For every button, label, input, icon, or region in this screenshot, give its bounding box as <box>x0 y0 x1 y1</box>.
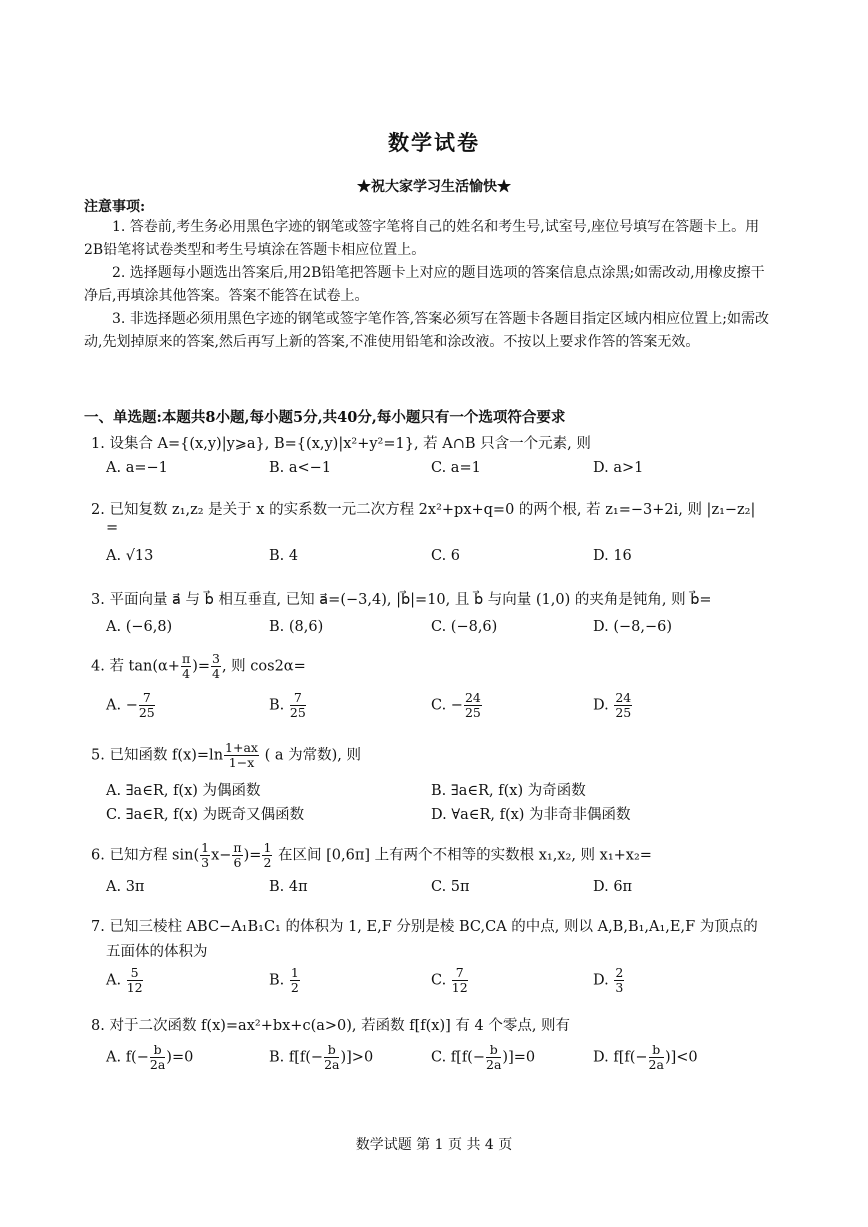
q1-option-d: D. a>1 <box>593 460 644 476</box>
page-footer: 数学试题 第 1 页 共 4 页 <box>355 1137 513 1153</box>
question-7-stem-cont: 五面体的体积为 <box>106 944 208 960</box>
q2-option-d: D. 16 <box>593 548 632 564</box>
notice-item-2: 2. 选择题每小题选出答案后,用2B铅笔把答题卡上对应的题目选项的答案信息点涂黑;如需改动,用橡皮擦干净后,再填涂其他答案。答案不能答在试卷上。 <box>84 265 765 304</box>
q7-option-c: C. $\frac{7}{12}$ <box>431 965 468 995</box>
q8-option-d: D. f[f(− $\frac{b}{2a}$ )]<0 <box>593 1042 698 1072</box>
q3-option-b: B. (8,6) <box>269 619 324 635</box>
q8-option-a: A. f(− $\frac{b}{2a}$ )=0 <box>106 1042 194 1072</box>
q8-option-b: B. f[f(− $\frac{b}{2a}$ )]>0 <box>269 1042 374 1072</box>
question-6-stem <box>91 842 652 869</box>
question-1-stem: 1. 设集合 A={(x,y)|y⩾a}, B={(x,y)|x²+y²=1}, 若 A∩B 只含一个元素, 则 <box>91 436 591 452</box>
q4-text-b: )= <box>192 658 210 675</box>
question-5-stem <box>91 742 361 769</box>
q6-frac-1-3: $\frac{1}{3}$ <box>201 840 210 870</box>
question-8-stem: 8. 对于二次函数 f(x)=ax²+bx+c(a>0), 若函数 f[f(x)] 有 4 个零点, 则有 <box>91 1018 571 1034</box>
q1-option-a: A. a=−1 <box>106 460 168 476</box>
q1-option-c: C. a=1 <box>431 460 481 476</box>
q5-frac: $\frac{1+ax}{1-x}$ <box>225 740 258 770</box>
q8-option-c: C. f[f(− $\frac{b}{2a}$ )]=0 <box>431 1042 536 1072</box>
q3-option-d: D. (−8,−6) <box>593 619 672 635</box>
q7-option-a: A. $\frac{5}{12}$ <box>106 965 143 995</box>
q5-text-b: ( a 为常数), 则 <box>259 747 361 764</box>
q2-option-c: C. 6 <box>431 548 461 564</box>
question-2-stem: 2. 已知复数 z₁,z₂ 是关于 x 的实系数一元二次方程 2x²+px+q=0 的两个根, 若 z₁=−3+2i, 则 |z₁−z₂| <box>91 502 756 518</box>
q4-frac-3-4: $\frac{3}{4}$ <box>212 651 220 681</box>
section-title: 一、单选题:本题共8小题,每小题5分,共40分,每小题只有一个选项符合要求 <box>84 409 566 426</box>
motto: ★祝大家学习生活愉快★ <box>357 179 511 195</box>
q7-option-b: B. $\frac{1}{2}$ <box>269 965 299 995</box>
q6-frac-1-2: $\frac{1}{2}$ <box>263 840 272 870</box>
q2-option-b: B. 4 <box>269 548 299 564</box>
q6-option-c: C. 5π <box>431 879 470 895</box>
q6-text-b: )= <box>243 847 262 864</box>
q3-option-a: A. (−6,8) <box>106 619 173 635</box>
q1-option-b: B. a<−1 <box>269 460 332 476</box>
q4-option-d: D. $\frac{24}{25}$ <box>593 690 632 720</box>
q6-text-a: 6. 已知方程 sin( <box>91 847 200 864</box>
q5-option-c: C. ∃a∈R, f(x) 为既奇又偶函数 <box>106 807 305 823</box>
notice-heading: 注意事项: <box>84 199 146 215</box>
q6-text-mid: x− <box>211 847 232 864</box>
question-4-stem <box>91 653 306 680</box>
q6-text-c: 在区间 [0,6π] 上有两个不相等的实数根 x₁,x₂, 则 x₁+x₂= <box>273 847 652 864</box>
q4-option-c: C. − $\frac{24}{25}$ <box>431 690 481 720</box>
q4-text-c: , 则 cos2α= <box>221 658 306 675</box>
q6-option-d: D. 6π <box>593 879 633 895</box>
q5-text-a: 5. 已知函数 f(x)=ln <box>91 747 224 764</box>
q7-option-d: D. $\frac{2}{3}$ <box>593 965 624 995</box>
notice-item-3: 3. 非选择题必须用黑色字迹的钢笔或签字笔作答,答案必须写在答题卡各题目指定区域内相应位置上;如需改动,先划掉原来的答案,然后再写上新的答案,不准使用铅笔和涂改液。不按以上要求作答的答案无效。 <box>84 311 769 350</box>
question-7-stem: 7. 已知三棱柱 ABC−A₁B₁C₁ 的体积为 1, E,F 分别是棱 BC,CA 的中点, 则以 A,B,B₁,A₁,E,F 为顶点的 <box>91 919 758 935</box>
q6-option-a: A. 3π <box>106 879 145 895</box>
q2-option-a: A. √13 <box>106 548 154 564</box>
page-title: 数学试卷 <box>388 130 480 155</box>
q5-option-d: D. ∀a∈R, f(x) 为非奇非偶函数 <box>431 807 631 823</box>
q5-option-a: A. ∃a∈R, f(x) 为偶函数 <box>106 783 261 799</box>
question-3-stem: 3. 平面向量 a⃗ 与 b⃗ 相互垂直, 已知 a⃗=(−3,4), |b⃗|=10, 且 b⃗ 与向量 (1,0) 的夹角是钝角, 则 b⃗= <box>91 592 712 608</box>
q4-frac-pi-4: $\frac{\pi}{4}$ <box>181 651 191 681</box>
q4-option-a: A. − $\frac{7}{25}$ <box>106 690 155 720</box>
q4-option-b: B. $\frac{7}{25}$ <box>269 690 306 720</box>
q5-option-b: B. ∃a∈R, f(x) 为奇函数 <box>431 783 586 799</box>
q4-text-a: 4. 若 tan(α+ <box>91 658 180 675</box>
q3-option-c: C. (−8,6) <box>431 619 498 635</box>
question-2-stem-cont: = <box>106 520 119 536</box>
notice-item-1: 1. 答卷前,考生务必用黑色字迹的钢笔或签字笔将自己的姓名和考生号,试室号,座位号填写在答题卡上。用2B铅笔将试卷类型和考生号填涂在答题卡相应位置上。 <box>84 219 760 258</box>
q6-frac-pi-6: $\frac{\pi}{6}$ <box>233 840 242 870</box>
q6-option-b: B. 4π <box>269 879 308 895</box>
